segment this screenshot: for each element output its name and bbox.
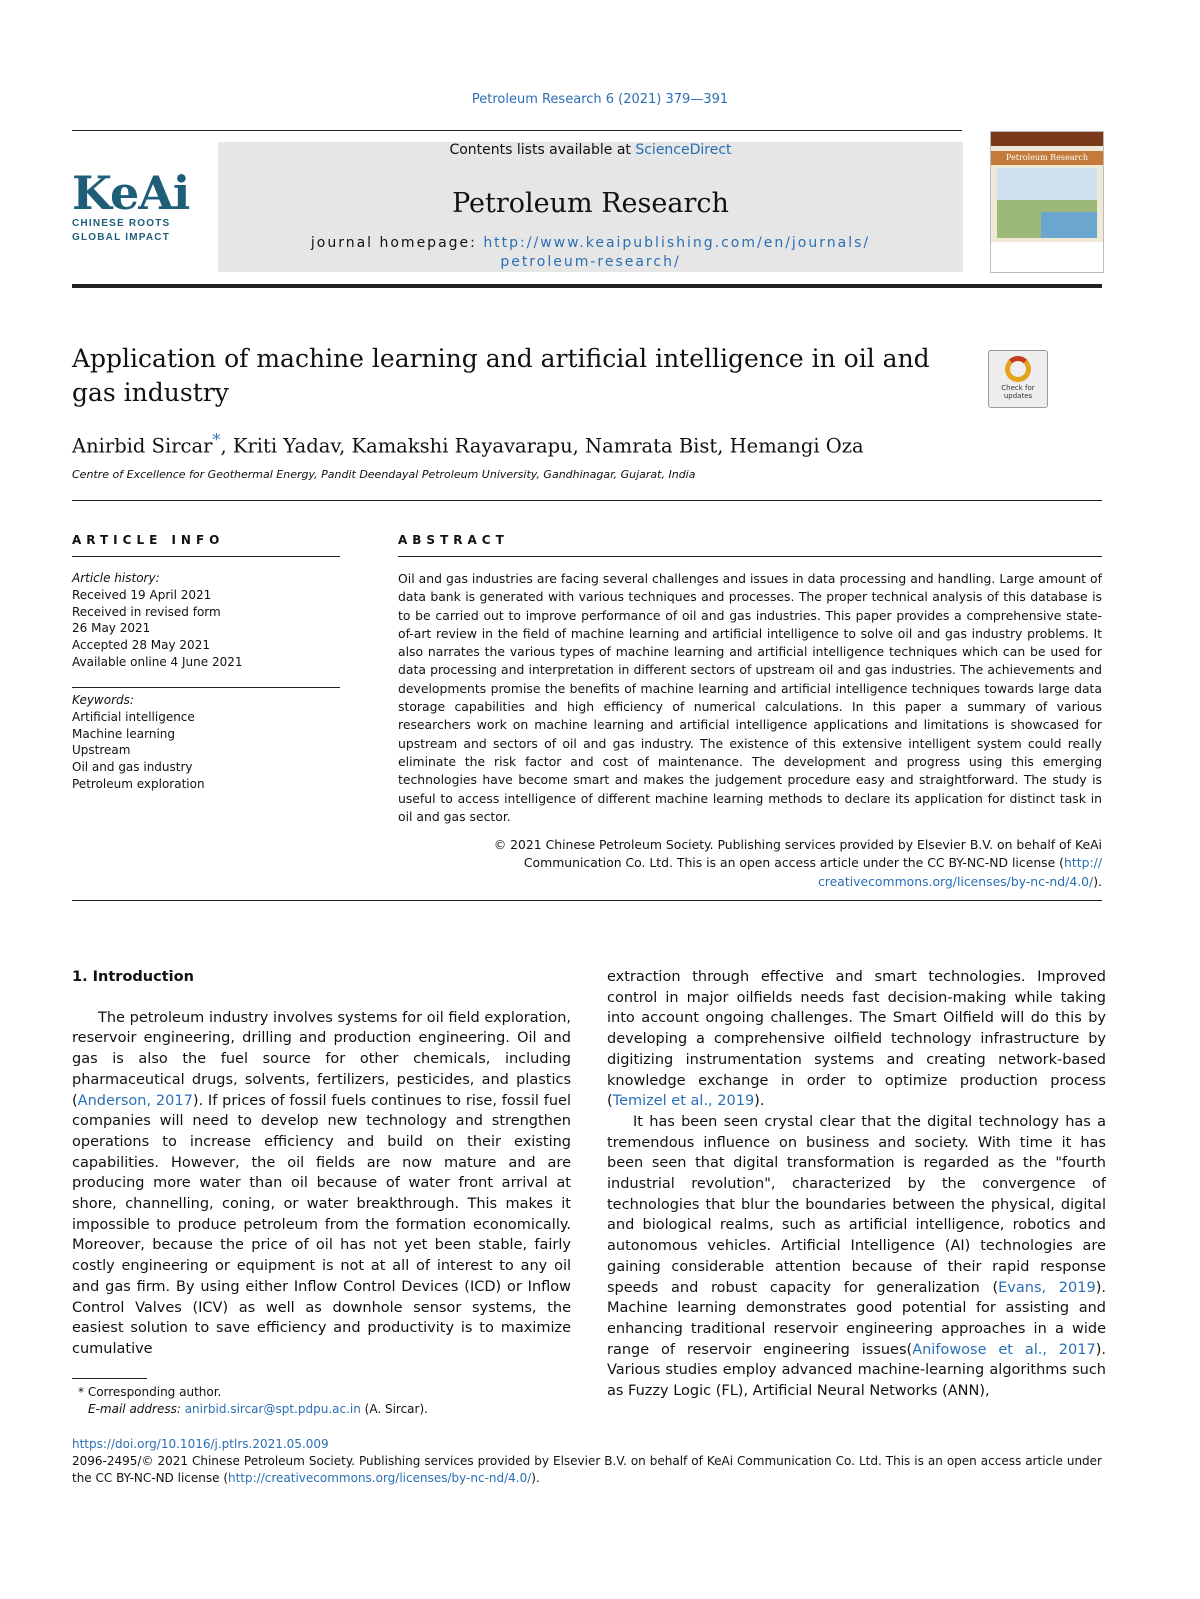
license-link[interactable]: http://creativecommons.org/licenses/by-nc-nd/4.0/: [228, 1471, 532, 1485]
journal-title: Petroleum Research: [452, 188, 729, 219]
license-link-2[interactable]: creativecommons.org/licenses/by-nc-nd/4.0/: [818, 873, 1094, 889]
check-for-updates-badge[interactable]: [988, 350, 1048, 408]
article-info-heading: ARTICLE INFO: [72, 533, 225, 547]
keyword-item: Upstream: [72, 743, 131, 758]
paragraph: [72, 1008, 571, 1360]
footnote-mark: *: [78, 1385, 84, 1399]
section-heading: 1. Introduction: [72, 969, 194, 985]
homepage-label: journal homepage:: [310, 235, 484, 251]
author-list: [72, 430, 1102, 458]
keywords: [72, 692, 340, 793]
homepage-link-2[interactable]: petroleum-research/: [500, 254, 681, 270]
footnote-text: Corresponding author.: [84, 1385, 222, 1399]
author-corresponding: Anirbid Sircar: [72, 434, 213, 458]
paragraph-text: ). Various studies employ advanced machine-learning algorithms such as Fuzzy Logic (FL), Artificial Neural Networks (ANN),: [607, 1341, 1106, 1400]
affiliation: Centre of Excellence for Geothermal Energy, Pandit Deendayal Petroleum University, Gandhinagar, Gujarat, India: [72, 468, 696, 481]
citation-link[interactable]: Temizel et al., 2019: [612, 1093, 755, 1110]
citation-link[interactable]: Evans, 2019: [998, 1279, 1096, 1296]
contents-prefix: Contents lists available at: [449, 142, 636, 158]
history-item: Received 19 April 2021: [72, 587, 212, 602]
cover-footer: [991, 242, 1103, 272]
keyword-item: Machine learning: [72, 726, 176, 741]
publisher-logo: [72, 166, 197, 244]
cover-title: Petroleum Research: [991, 151, 1103, 165]
issn-text: 2096-2495/© 2021 Chinese Petroleum Society. Publishing services provided by Elsevier B.V. on behalf of KeAi Communication Co. Ltd. This is an open access article under the CC BY-NC-ND license (: [72, 1454, 1102, 1485]
history-label: Article history:: [72, 571, 160, 585]
paragraph-text: ). Machine learning demonstrates good potential for assisting and enhancing traditional reservoir engineering approaches in a wide range of reservoir engineering issues(: [607, 1279, 1106, 1358]
history-item: Available online 4 June 2021: [72, 654, 243, 669]
publisher-tagline-2: GLOBAL IMPACT: [72, 232, 171, 243]
keyword-item: Petroleum exploration: [72, 776, 205, 791]
history-item: Accepted 28 May 2021: [72, 638, 210, 653]
abstract-text: Oil and gas industries are facing several challenges and issues in data processing and handling. Large amount of data bank is generated with various techniques and processes. The proper technical analysis of this database is to be carried out to improve performance of oil and gas industries. This paper provides a comprehensive state-of-art review in the field of machine learning and artificial intelligence to solve oil and gas industry problems. It also narrates the various types of machine learning and artificial intelligence techniques which can be used for data processing and interpretation in different sectors of upstream oil and gas industries. The achievements and developments promise the benefits of machine learning and artificial intelligence techniques towards large data storage capabilities and high efficiency of numerical calculations. In this paper a summary of various researchers work on machine learning and artificial intelligence applications and limitations is showcased for upstream and sectors of oil and gas industry. The existence of this extensive intelligent system could really eliminate the risk factor and cost of maintenance. The development and progress using this emerging technologies have become smart and makes the judgement procedure easy and straightforward. The study is useful to access intelligence of different machine learning methods to declare its application for distinct task in oil and gas sector.: [398, 571, 1102, 824]
article-history: [72, 570, 340, 671]
cover-band: [991, 132, 1103, 146]
citation-link[interactable]: Anderson, 2017: [77, 1092, 193, 1109]
issn-end: ).: [531, 1471, 540, 1485]
divider: [72, 900, 1102, 901]
corresponding-mark[interactable]: *: [212, 430, 221, 449]
keywords-label: Keywords:: [72, 693, 134, 707]
paragraph: [607, 1112, 1106, 1402]
header-thick-rule: [72, 284, 1102, 288]
copyright-line-2: Communication Co. Ltd. This is an open access article under the CC BY-NC-ND license (: [523, 855, 1065, 871]
badge-label: Check for updates: [1001, 384, 1035, 400]
footnote: [78, 1384, 578, 1418]
paragraph-text: The petroleum industry involves systems for oil field exploration, reservoir engineering, drilling and production engineering. Oil and gas is also the fuel source for other chemicals, including pharmaceutical drugs, solvents, fertilizers, pesticides, and plastics (: [72, 1009, 571, 1109]
paragraph-text: extraction through effective and smart technologies. Improved control in major oilfields needs fast decision-making while taking into account ongoing challenges. The Smart Oilfield will do this by developing a comprehensive oilfield technology infrastructure by digitizing instrumentation systems and creating network-based knowledge exchange in order to optimize production process (: [607, 969, 1106, 1110]
journal-cover-image[interactable]: [990, 131, 1104, 273]
keyword-item: Artificial intelligence: [72, 709, 195, 724]
footnote-rule: [72, 1378, 147, 1379]
copyright-end: ).: [1093, 873, 1102, 889]
publisher-tagline-1: CHINESE ROOTS: [72, 218, 171, 229]
cover-sea: [1041, 212, 1097, 238]
body-column-right: [607, 967, 1106, 1402]
divider: [72, 556, 340, 557]
article-title: Application of machine learning and artificial intelligence in oil and gas industry: [72, 344, 930, 407]
divider: [398, 556, 1102, 557]
author-email-link[interactable]: anirbid.sircar@spt.pdpu.ac.in: [184, 1402, 361, 1416]
update-icon: [1005, 356, 1031, 382]
issn-license-line: [72, 1453, 1102, 1487]
abstract-heading: ABSTRACT: [398, 533, 509, 547]
body-column-left: [72, 967, 571, 1360]
history-item: Received in revised form: [72, 604, 221, 619]
homepage-link-1[interactable]: http://www.keaipublishing.com/en/journals/: [483, 235, 871, 251]
header-rule: [72, 130, 962, 131]
divider: [72, 687, 340, 688]
keyword-item: Oil and gas industry: [72, 760, 193, 775]
paragraph-text: ). If prices of fossil fuels continues to rise, fossil fuel companies will need to develop new technology and strengthen operations to increase efficiency and build on their existing capabilities. However, the oil fields are now mature and are producing more water than oil because of water front arrival at shore, channelling, coning, or water breakthrough. This makes it impossible to produce petroleum from the formation economically. Moreover, because the price of oil has not yet been stable, fairly costly engineering or equipment is not at all of interest to any oil and gas firm. By using either Inflow Control Devices (ICD) or Inflow Control Valves (ICV) as well as downhole sensor systems, the easiest solution to save efficiency and productivity is to maximize cumulative: [72, 1092, 571, 1357]
license-link-1[interactable]: http://: [1064, 855, 1102, 871]
cover-sky: [997, 168, 1097, 200]
contents-line: [218, 142, 963, 158]
paragraph: [607, 967, 1106, 1112]
abstract-copyright: [398, 836, 1102, 891]
publisher-logo-wordmark: KeAi: [72, 166, 190, 220]
copyright-line-1: © 2021 Chinese Petroleum Society. Publishing services provided by Elsevier B.V. on behalf of KeAi: [493, 837, 1102, 852]
divider: [72, 500, 1102, 501]
history-item: 26 May 2021: [72, 621, 151, 636]
running-head: Petroleum Research 6 (2021) 379—391: [471, 92, 729, 107]
sciencedirect-link[interactable]: ScienceDirect: [635, 142, 732, 158]
author-others: , Kriti Yadav, Kamakshi Rayavarapu, Namrata Bist, Hemangi Oza: [220, 434, 864, 458]
email-label: E-mail address:: [88, 1402, 185, 1416]
email-suffix: (A. Sircar).: [360, 1402, 428, 1416]
journal-homepage: [218, 234, 963, 272]
paragraph-text: It has been seen crystal clear that the digital technology has a tremendous influence on business and society. With time it has been seen that digital transformation is regarded as the "fourth industrial revolution", characterized by the convergence of technologies that blur the boundaries between the physical, digital and biological realms, such as artificial intelligence, robotics and autonomous vehicles. Artificial Intelligence (AI) technologies are gaining considerable attention because of their rapid response speeds and robust capacity for generalization (: [607, 1113, 1106, 1296]
doi-link[interactable]: https://doi.org/10.1016/j.ptlrs.2021.05.009: [72, 1437, 329, 1451]
citation-link[interactable]: Anifowose et al., 2017: [912, 1341, 1096, 1358]
paragraph-text: ).: [754, 1093, 765, 1110]
